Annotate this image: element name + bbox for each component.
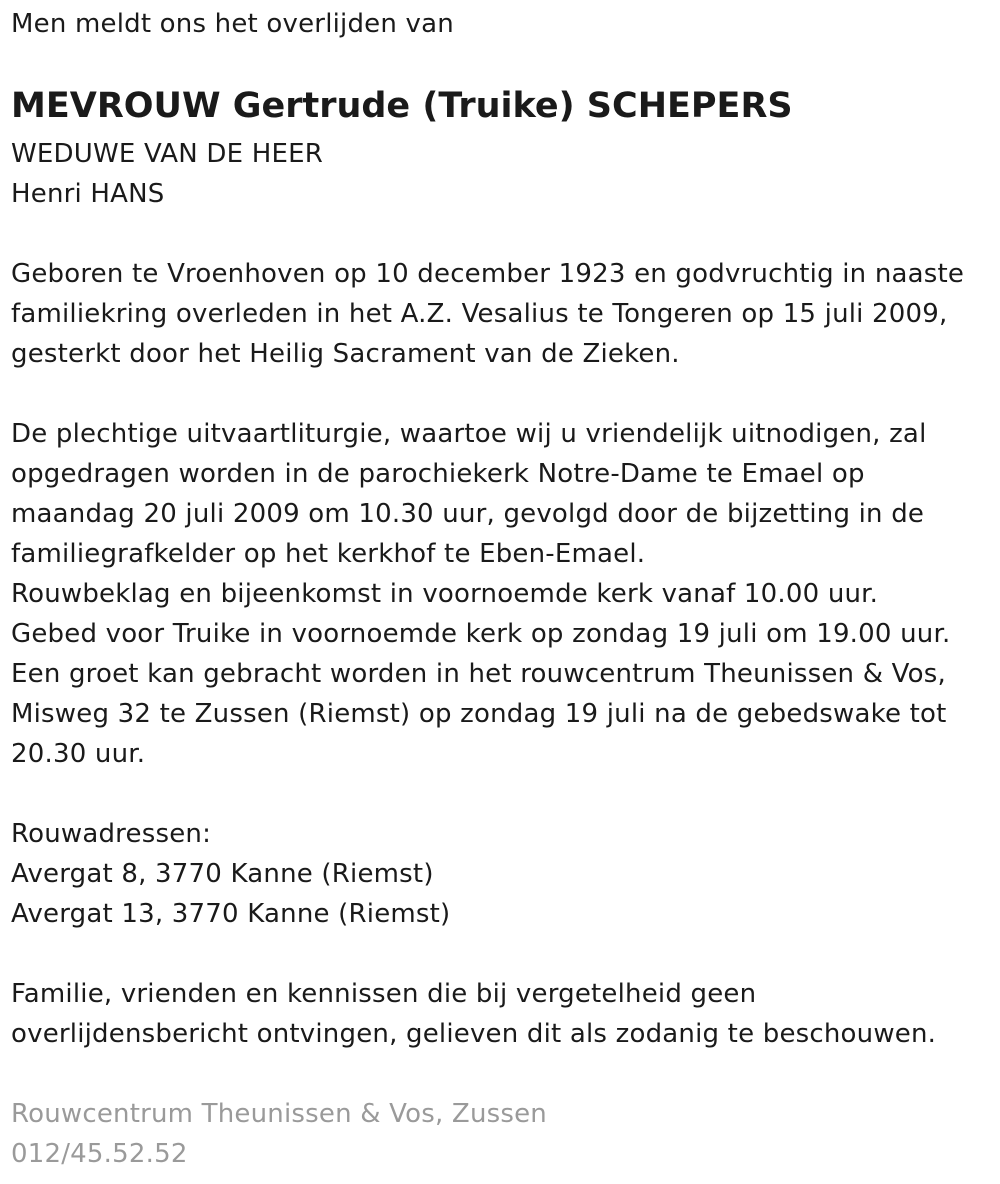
paragraph-line: opgedragen worden in de parochiekerk Notre-Dame te Emael op — [11, 459, 865, 489]
paragraph-line: familiekring overleden in het A.Z. Vesalius te Tongeren op 15 juli 2009, — [11, 299, 948, 329]
paragraph-line: Een groet kan gebracht worden in het rouwcentrum Theunissen & Vos, — [11, 659, 946, 689]
widow-of-line: WEDUWE VAN DE HEER — [11, 139, 323, 169]
intro-text: Men meldt ons het overlijden van — [11, 9, 454, 39]
paragraph-line: familiegrafkelder op het kerkhof te Eben-Emael. — [11, 539, 646, 569]
paragraph-line: Misweg 32 te Zussen (Riemst) op zondag 19 juli na de gebedswake tot — [11, 699, 947, 729]
funeral-home-name: Rouwcentrum Theunissen & Vos, Zussen — [11, 1099, 547, 1129]
paragraph-line: Geboren te Vroenhoven op 10 december 1923 en godvruchtig in naaste — [11, 259, 965, 289]
paragraph-line: overlijdensbericht ontvingen, gelieven dit als zodanig te beschouwen. — [11, 1019, 937, 1049]
addresses-label: Rouwadressen: — [11, 819, 212, 849]
address-item: Avergat 13, 3770 Kanne (Riemst) — [11, 899, 451, 929]
paragraph-line: maandag 20 juli 2009 om 10.30 uur, gevolgd door de bijzetting in de — [11, 499, 925, 529]
paragraph-line: gesterkt door het Heilig Sacrament van de Zieken. — [11, 339, 680, 369]
spouse-name: Henri HANS — [11, 179, 165, 209]
deceased-name: MEVROUW Gertrude (Truike) SCHEPERS — [11, 86, 793, 126]
address-item: Avergat 8, 3770 Kanne (Riemst) — [11, 859, 434, 889]
paragraph-line: Rouwbeklag en bijeenkomst in voornoemde kerk vanaf 10.00 uur. — [11, 579, 879, 609]
paragraph-line: Gebed voor Truike in voornoemde kerk op zondag 19 juli om 19.00 uur. — [11, 619, 951, 649]
funeral-home-phone: 012/45.52.52 — [11, 1139, 188, 1169]
paragraph-line: Familie, vrienden en kennissen die bij vergetelheid geen — [11, 979, 757, 1009]
paragraph-line: 20.30 uur. — [11, 739, 146, 769]
paragraph-line: De plechtige uitvaartliturgie, waartoe wij u vriendelijk uitnodigen, zal — [11, 419, 927, 449]
